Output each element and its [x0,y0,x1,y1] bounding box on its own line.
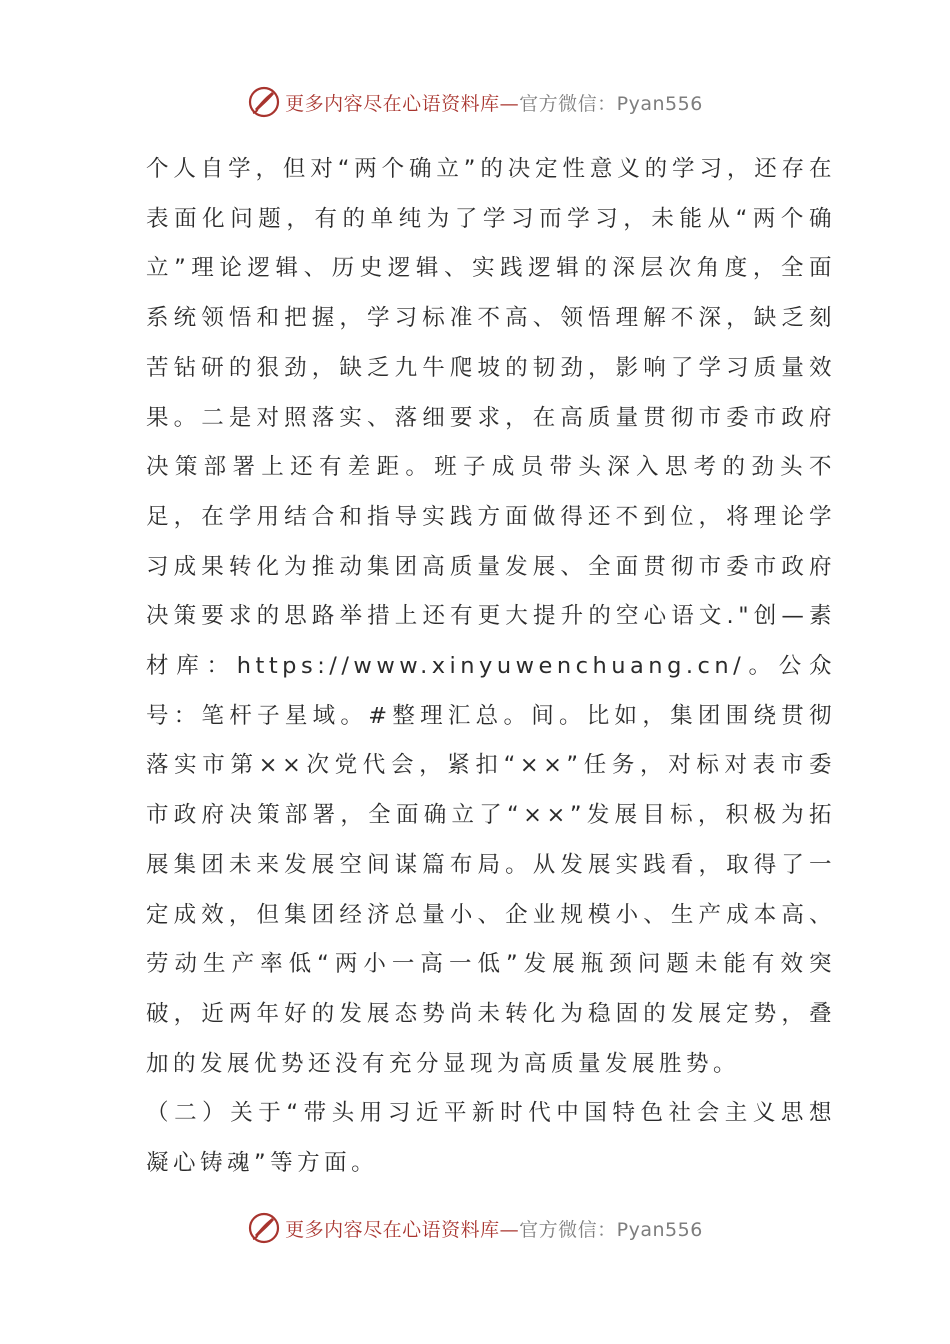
section-heading: （二）关于“带头用习近平新时代中国特色社会主义思想凝心铸魂”等方面。 [146,1100,836,1177]
pen-brush-logo-icon [247,1211,281,1245]
body-paragraph: 个人自学，但对“两个确立”的决定性意义的学习，还存在表面化问题，有的单纯为了学习而学习，未能从“两个确立”理论逻辑、历史逻辑、实践逻辑的深层次角度，全面系统领悟和把握，学习标准不高、领悟理解不深，缺乏刻苦钻研的狠劲，缺乏九牛爬坡的韧劲，影响了学习质量效果。二是对照落实、落细要求，在高质量贯彻市委市政府决策部署上还有差距。班子成员带头深入思考的劲头不足，在学用结合和指导实践方面做得还不到位，将理论学习成果转化为推动集团高质量发展、全面贯彻市委市政府决策要求的思路举措上还有更大提升的空心语文."创—素材库：https://www.xinyuwenchuang.cn/。公众号：笔杆子星域。#整理汇总。间。比如，集团围绕贯彻落实市第××次党代会，紧扣“××”任务，对标对表市委市政府决策部署，全面确立了“××”发展目标，积极为拓展集团未来发展空间谋篇布局。从发展实践看，取得了一定成效，但集团经济总量小、企业规模小、生产成本高、劳动生产率低“两小一高一低”发展瓶颈问题未能有效突破，近两年好的发展态势尚未转化为稳固的发展定势，叠加的发展优势还没有充分显现为高质量发展胜势。 [146,156,836,1077]
pen-brush-logo-icon [247,85,281,119]
document-body [146,145,836,1189]
banner-text: 更多内容尽在心语资料库—官方微信：Pyan556 [285,92,703,115]
header-banner [0,82,950,122]
banner-text: 更多内容尽在心语资料库—官方微信：Pyan556 [285,1218,703,1241]
footer-banner [0,1208,950,1248]
